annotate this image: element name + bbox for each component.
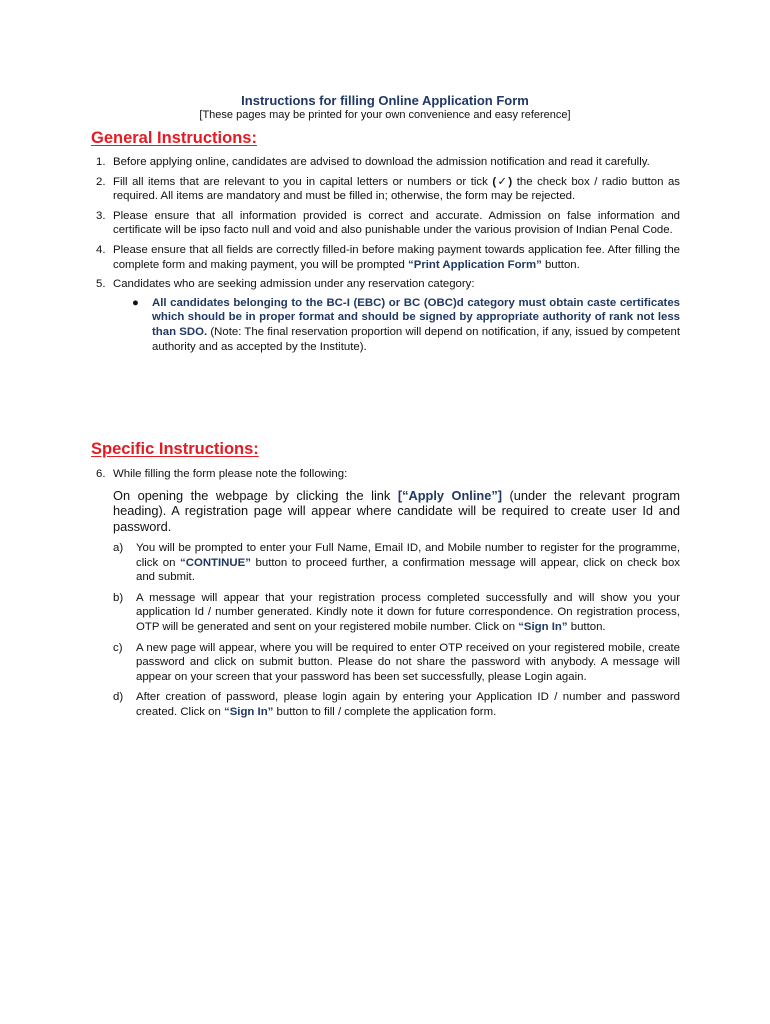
item-number: 2. bbox=[96, 175, 106, 188]
step-text: button to fill / complete the application form. bbox=[273, 705, 497, 718]
page-subtitle: [These pages may be printed for your own convenience and easy reference] bbox=[199, 109, 571, 121]
paragraph-text: (under the relevant program heading). A registration page will appear where candidate will be required to create user Id and password. bbox=[113, 488, 680, 534]
step-label: a) bbox=[113, 542, 124, 554]
general-instructions-list bbox=[96, 155, 680, 359]
sign-in-emphasis: “Sign In” bbox=[518, 620, 568, 633]
list-item bbox=[96, 175, 680, 204]
page-title: Instructions for filling Online Application Form bbox=[241, 93, 529, 108]
item-text: Please ensure that all information provided is correct and accurate. Admission on false information and certificate will be ipso facto null and void and also punishable under the various provision of Indian Penal Code. bbox=[113, 209, 680, 237]
apply-online-link-text: [“Apply Online”] bbox=[397, 488, 503, 503]
item-text: button. bbox=[541, 258, 580, 271]
step-text: A new page will appear, where you will be required to enter OTP received on your registered mobile, create password and click on submit button. Please do not share the password with anybody. A message will appear on your screen that your password has been set successfully, please Login again. bbox=[136, 641, 680, 683]
step-text: button to proceed further, a confirmation message will appear, click on check box and submit. bbox=[136, 556, 680, 584]
item-text: While filling the form please note the following: bbox=[113, 468, 348, 480]
step-text: You will be prompted to enter your Full Name, Email ID, and Mobile number to register for the programme, click on bbox=[136, 542, 680, 569]
item-number: 6. bbox=[96, 468, 106, 480]
list-item bbox=[96, 243, 680, 272]
reservation-note: (Note: The final reservation proportion will depend on notification, if any, issued by competent authority and as accepted by the Institute). bbox=[152, 325, 680, 353]
print-application-form-emphasis: “Print Application Form” bbox=[408, 258, 542, 271]
item-number: 1. bbox=[96, 156, 106, 168]
list-item bbox=[113, 591, 680, 635]
step-text: After creation of password, please login again by entering your Application ID / number and password created. Click on bbox=[136, 691, 680, 718]
step-label: d) bbox=[113, 691, 124, 704]
list-item bbox=[113, 541, 680, 585]
item-text: Before applying online, candidates are advised to download the admission notification and read it carefully. bbox=[113, 156, 650, 168]
paragraph-text: On opening the webpage by clicking the link bbox=[113, 488, 398, 503]
tick-mark: (✓) bbox=[492, 175, 513, 188]
item-number: 4. bbox=[96, 243, 106, 256]
reservation-bullet bbox=[130, 296, 680, 354]
reservation-requirement: All candidates belonging to the BC-I (EBC) or BC (OBC)d category must obtain caste certificates which should be in proper format and should be signed by appropriate authority of rank not less than SDO. bbox=[152, 296, 680, 338]
step-text: button. bbox=[567, 620, 606, 633]
step-label: b) bbox=[113, 591, 124, 604]
list-item bbox=[96, 155, 680, 170]
item-number: 3. bbox=[96, 209, 106, 222]
list-item bbox=[96, 209, 680, 238]
bullet-icon: ● bbox=[132, 296, 139, 309]
item-text: Please ensure that all fields are correctly filled-in before making payment towards application fee. After filling the complete form and making payment, you will be prompted bbox=[113, 243, 680, 271]
general-instructions-heading: General Instructions: bbox=[91, 129, 257, 147]
step-text: A message will appear that your registration process completed successfully and will show you your application Id / number generated. Kindly note it down for future correspondence. On registration process, OTP will be generated and sent on your registered mobile number. Click on bbox=[136, 591, 680, 633]
continue-emphasis: “CONTINUE” bbox=[180, 556, 251, 569]
list-item bbox=[113, 690, 680, 719]
specific-instructions-heading: Specific Instructions: bbox=[91, 440, 259, 458]
apply-online-paragraph bbox=[113, 488, 680, 534]
list-item bbox=[113, 641, 680, 685]
list-item bbox=[96, 277, 680, 354]
sign-in-emphasis: “Sign In” bbox=[224, 705, 274, 718]
item-number: 5. bbox=[96, 278, 106, 291]
item-text: Fill all items that are relevant to you in capital letters or numbers or tick bbox=[113, 175, 493, 188]
step-label: c) bbox=[113, 641, 123, 654]
list-item bbox=[96, 467, 680, 482]
specific-instructions-list bbox=[96, 467, 680, 487]
item-text: the check box / radio button as required. All items are mandatory and must be filled in; otherwise, the form may be rejected. bbox=[113, 175, 680, 203]
item-text: Candidates who are seeking admission under any reservation category: bbox=[113, 278, 475, 291]
specific-steps-list bbox=[113, 541, 680, 726]
